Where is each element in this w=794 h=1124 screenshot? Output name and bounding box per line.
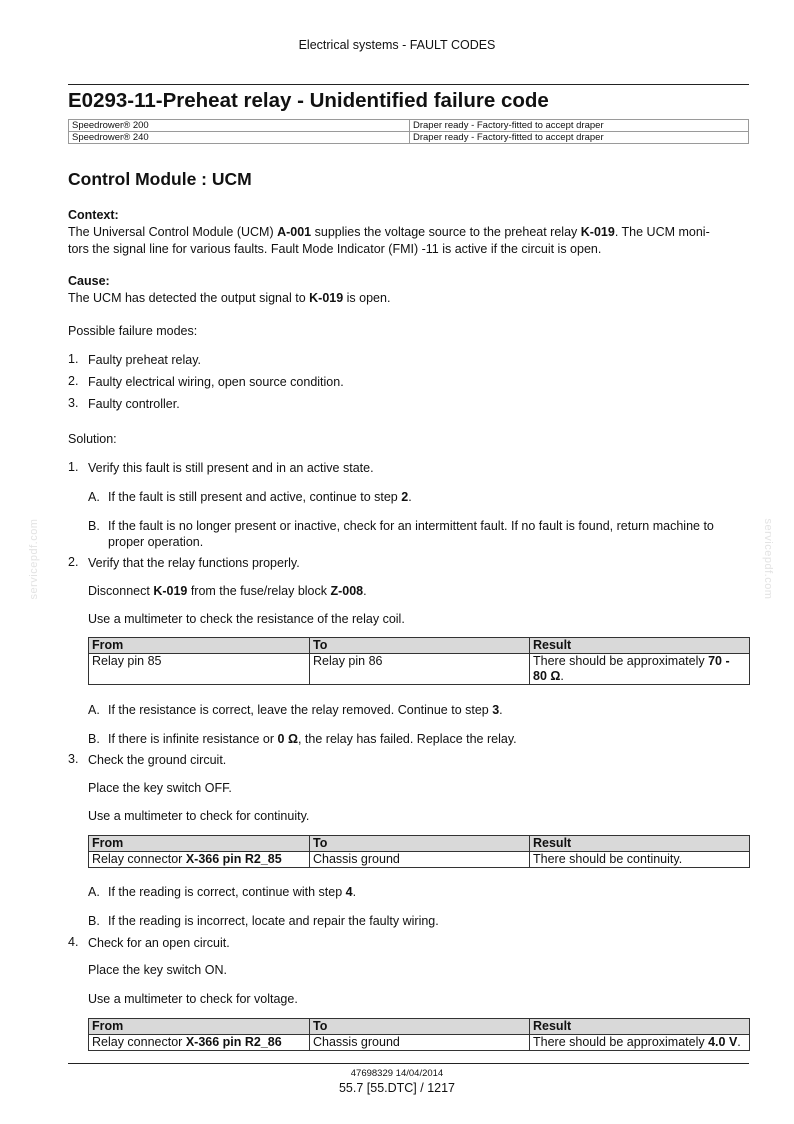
substep-b: B. If the reading is incorrect, locate and repair the faulty wiring. bbox=[88, 914, 439, 928]
column-header: From bbox=[89, 638, 310, 654]
table-row bbox=[89, 852, 750, 868]
instruction-text: Disconnect K-019 from the fuse/relay block Z-008. bbox=[88, 584, 367, 598]
resistance-table bbox=[88, 637, 750, 685]
model-table bbox=[68, 119, 749, 144]
result-cell: There should be approximately 4.0 V. bbox=[530, 1035, 750, 1051]
list-item-number: 2. bbox=[68, 374, 79, 388]
to-cell: Chassis ground bbox=[310, 1035, 530, 1051]
watermark-right: servicepdf.com bbox=[762, 518, 774, 600]
column-header: To bbox=[310, 1019, 530, 1035]
instruction-text: Use a multimeter to check the resistance of the relay coil. bbox=[88, 612, 405, 626]
model-cell: Speedrower® 200 bbox=[69, 120, 410, 132]
substep-a: A. If the reading is correct, continue with step 4. bbox=[88, 885, 357, 899]
module-title: Control Module : UCM bbox=[68, 169, 252, 189]
from-cell: Relay pin 85 bbox=[89, 654, 310, 685]
table-row bbox=[89, 1035, 750, 1051]
cause-text: The UCM has detected the output signal to K-019 is open. bbox=[68, 291, 391, 305]
model-cell: Speedrower® 240 bbox=[69, 132, 410, 144]
step-number: 4. bbox=[68, 935, 79, 949]
footer-doc-info: 47698329 14/04/2014 bbox=[350, 1068, 444, 1079]
cause-heading: Cause: bbox=[68, 274, 110, 288]
config-cell: Draper ready - Factory-fitted to accept draper bbox=[410, 132, 749, 144]
substep-a: A. If the resistance is correct, leave the relay removed. Continue to step 3. bbox=[88, 703, 503, 717]
page-title: E0293-11-Preheat relay - Unidentified failure code bbox=[68, 89, 549, 112]
table-header-row bbox=[89, 836, 750, 852]
column-header: Result bbox=[530, 836, 750, 852]
to-cell: Relay pin 86 bbox=[310, 654, 530, 685]
continuity-table bbox=[88, 835, 750, 868]
context-line-2: tors the signal line for various faults. Fault Mode Indicator (FMI) -11 is active if the circuit is open. bbox=[68, 242, 602, 256]
step-text: Check the ground circuit. bbox=[88, 753, 227, 767]
table-row bbox=[89, 654, 750, 685]
from-cell: Relay connector X-366 pin R2_86 bbox=[89, 1035, 310, 1051]
step-text: Verify this fault is still present and in an active state. bbox=[88, 461, 374, 475]
step-number: 3. bbox=[68, 752, 79, 766]
column-header: To bbox=[310, 638, 530, 654]
from-cell: Relay connector X-366 pin R2_85 bbox=[89, 852, 310, 868]
instruction-text: Place the key switch ON. bbox=[88, 963, 227, 977]
column-header: To bbox=[310, 836, 530, 852]
list-item: Faulty preheat relay. bbox=[88, 353, 202, 367]
table-row bbox=[69, 120, 749, 132]
step-text: Check for an open circuit. bbox=[88, 936, 230, 950]
substep-b: B. If the fault is no longer present or inactive, check for an intermittent fault. If no fault is found, return machine to proper operation. bbox=[88, 519, 714, 549]
column-header: Result bbox=[530, 638, 750, 654]
step-text: Verify that the relay functions properly. bbox=[88, 556, 300, 570]
table-header-row bbox=[89, 638, 750, 654]
substep-a: A. If the fault is still present and active, continue to step 2. bbox=[88, 490, 412, 504]
voltage-table bbox=[88, 1018, 750, 1051]
result-cell: There should be continuity. bbox=[530, 852, 750, 868]
instruction-text: Place the key switch OFF. bbox=[88, 781, 232, 795]
context-line-1: The Universal Control Module (UCM) A-001 supplies the voltage source to the preheat relay K-019. The UCM moni- bbox=[68, 225, 710, 239]
table-row bbox=[69, 132, 749, 144]
footer-rule bbox=[68, 1063, 749, 1064]
watermark-left: servicepdf.com bbox=[28, 518, 40, 600]
context-section bbox=[68, 207, 749, 258]
result-cell: There should be approximately 70 - 80 Ω. bbox=[530, 654, 750, 685]
instruction-text: Use a multimeter to check for voltage. bbox=[88, 992, 298, 1006]
instruction-text: Use a multimeter to check for continuity. bbox=[88, 809, 310, 823]
table-header-row bbox=[89, 1019, 750, 1035]
list-item: Faulty electrical wiring, open source condition. bbox=[88, 375, 344, 389]
header-rule bbox=[68, 84, 749, 85]
list-item-number: 1. bbox=[68, 352, 79, 366]
footer-page-ref: 55.7 [55.DTC] / 1217 bbox=[338, 1081, 456, 1095]
failure-modes-heading: Possible failure modes: bbox=[68, 324, 198, 338]
column-header: From bbox=[89, 1019, 310, 1035]
running-header: Electrical systems - FAULT CODES bbox=[298, 38, 496, 52]
to-cell: Chassis ground bbox=[310, 852, 530, 868]
list-item: Faulty controller. bbox=[88, 397, 180, 411]
column-header: From bbox=[89, 836, 310, 852]
column-header: Result bbox=[530, 1019, 750, 1035]
step-number: 2. bbox=[68, 555, 79, 569]
config-cell: Draper ready - Factory-fitted to accept draper bbox=[410, 120, 749, 132]
context-heading: Context: bbox=[68, 208, 119, 222]
substep-b: B. If there is infinite resistance or 0 Ω, the relay has failed. Replace the relay. bbox=[88, 732, 517, 746]
cause-section bbox=[68, 273, 749, 307]
solution-heading: Solution: bbox=[68, 432, 117, 446]
step-number: 1. bbox=[68, 460, 79, 474]
list-item-number: 3. bbox=[68, 396, 79, 410]
